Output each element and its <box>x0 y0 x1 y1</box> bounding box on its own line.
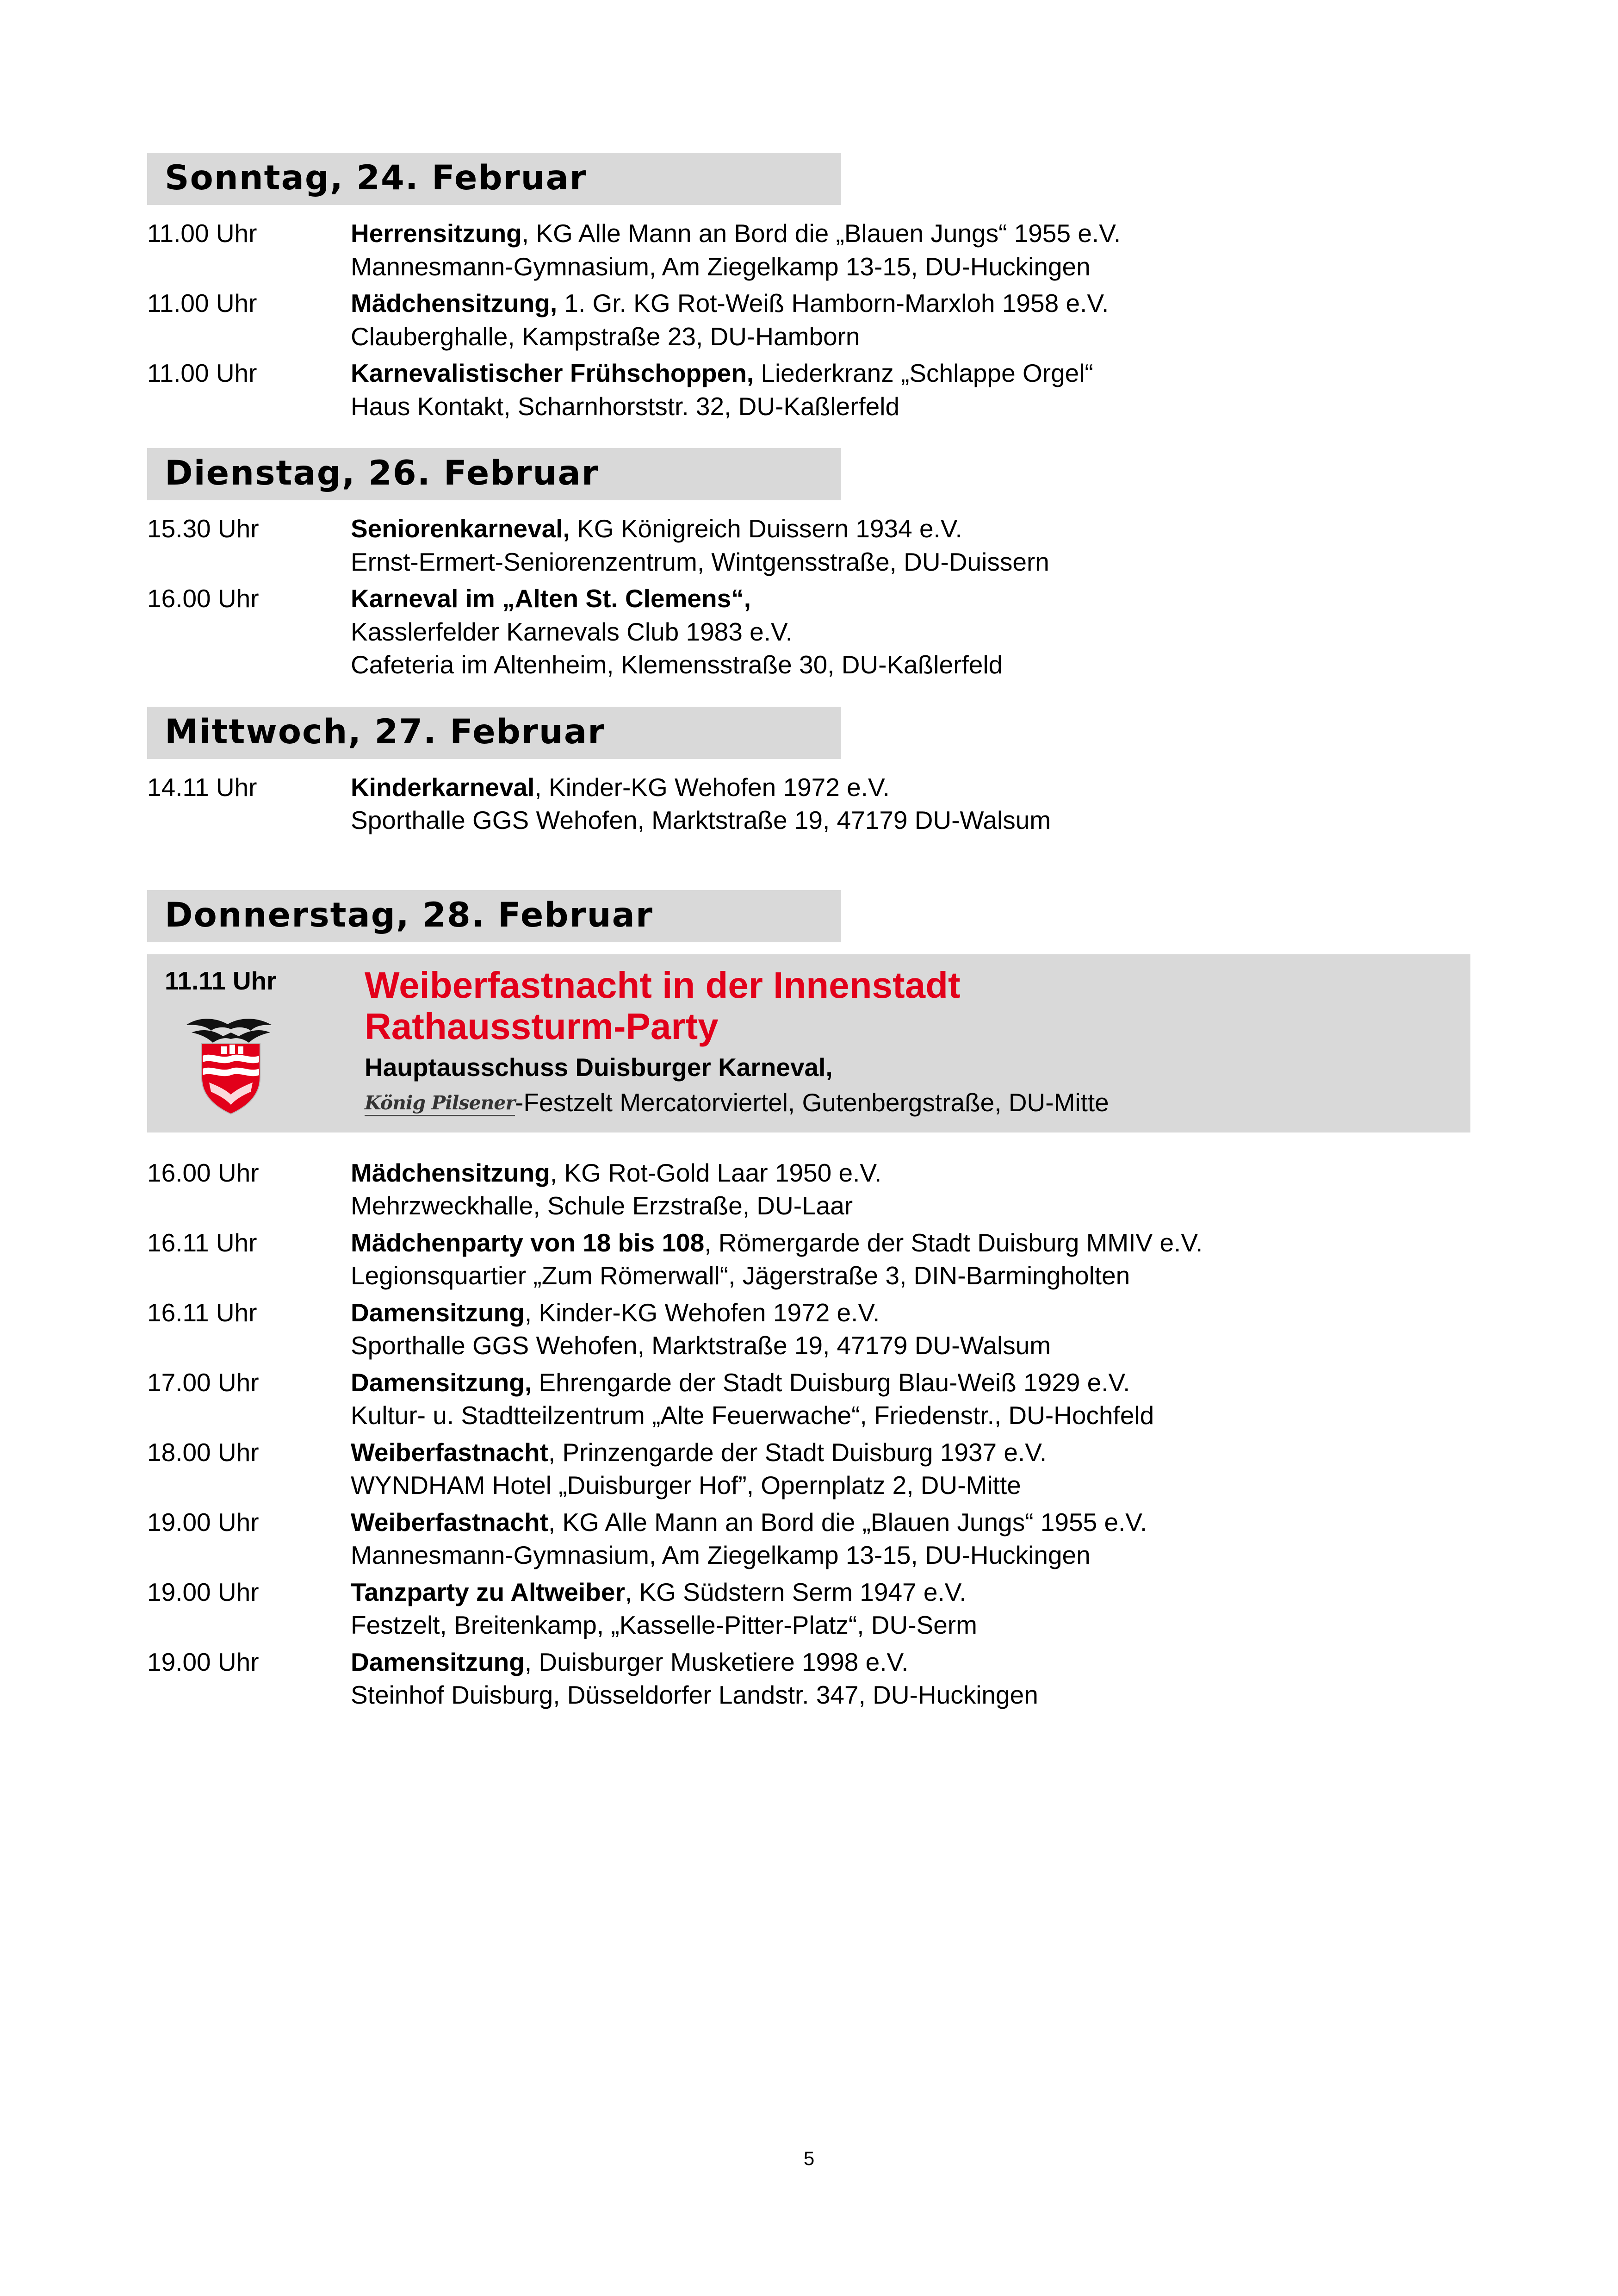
event-details <box>351 217 1470 283</box>
event-title: Mädchensitzung <box>351 1158 550 1187</box>
event-time: 11.00 Uhr <box>147 289 257 317</box>
event-title-line <box>351 512 1470 546</box>
event-time: 15.30 Uhr <box>147 514 259 543</box>
program-content <box>147 153 1470 1734</box>
day-section-sonntag <box>147 153 1470 423</box>
featured-event-venue: -Festzelt Mercatorviertel, Gutenbergstraße, DU-Mitte <box>515 1088 1109 1117</box>
event-venue: Mannesmann-Gymnasium, Am Ziegelkamp 13-15, DU-Huckingen <box>351 1541 1091 1570</box>
event-subtitle: Ehrengarde der Stadt Duisburg Blau-Weiß 1929 e.V. <box>532 1368 1130 1397</box>
event-time: 16.11 Uhr <box>147 1228 257 1257</box>
event-title-line <box>351 1157 1470 1190</box>
event-title: Karnevalistischer Frühschoppen, <box>351 359 754 387</box>
koenig-pilsener-logo: König Pilsener <box>365 1092 515 1114</box>
event-title-line <box>351 771 1470 804</box>
event-venue: Kultur- u. Stadtteilzentrum „Alte Feuerwache“, Friedenstr., DU-Hochfeld <box>351 1401 1154 1430</box>
day-section-mittwoch <box>147 707 1470 837</box>
featured-event-left <box>161 964 365 1120</box>
featured-event-title-line2: Rathaussturm-Party <box>365 1006 719 1047</box>
event-row <box>147 1366 1470 1432</box>
event-subtitle: , KG Alle Mann an Bord die „Blauen Jungs“ 1955 e.V. <box>548 1507 1147 1537</box>
event-time: 18.00 Uhr <box>147 1437 259 1467</box>
event-venue: Sporthalle GGS Wehofen, Marktstraße 19, 47179 DU-Walsum <box>351 806 1051 834</box>
event-details <box>351 1646 1470 1712</box>
event-details <box>351 1366 1470 1432</box>
event-title: Damensitzung, <box>351 1368 532 1397</box>
event-title-line <box>351 1506 1470 1539</box>
event-venue: Festzelt, Breitenkamp, „Kasselle-Pitter-Platz“, DU-Serm <box>351 1611 977 1640</box>
event-row <box>147 217 1470 283</box>
day-heading-label: Donnerstag, 28. Februar <box>165 895 653 935</box>
event-time: 19.00 Uhr <box>147 1647 259 1676</box>
event-title: Weiberfastnacht <box>351 1507 548 1537</box>
event-row <box>147 1436 1470 1502</box>
event-title: Karneval im „Alten St. Clemens“, <box>351 584 751 613</box>
event-venue: Mannesmann-Gymnasium, Am Ziegelkamp 13-15, DU-Huckingen <box>351 252 1091 281</box>
event-subtitle: , KG Rot-Gold Laar 1950 e.V. <box>550 1158 882 1187</box>
event-subtitle: , Kinder-KG Wehofen 1972 e.V. <box>534 772 890 802</box>
event-subtitle: , Römergarde der Stadt Duisburg MMIV e.V. <box>704 1228 1203 1257</box>
event-row <box>147 1296 1470 1363</box>
event-time: 16.11 Uhr <box>147 1298 257 1327</box>
event-details <box>351 1576 1470 1642</box>
event-time: 11.00 Uhr <box>147 359 257 387</box>
event-venue: WYNDHAM Hotel „Duisburger Hof”, Opernplatz 2, DU-Mitte <box>351 1471 1021 1500</box>
event-subtitle: , KG Alle Mann an Bord die „Blauen Jungs“ 1955 e.V. <box>521 219 1121 248</box>
event-details <box>351 512 1470 579</box>
event-row <box>147 1226 1470 1293</box>
event-row <box>147 771 1470 837</box>
event-details <box>351 1436 1470 1502</box>
day-heading-label: Dienstag, 26. Februar <box>165 454 599 493</box>
featured-event-title-line1: Weiberfastnacht in der Innenstadt <box>365 964 961 1006</box>
event-details <box>351 1226 1470 1293</box>
event-venue: Legionsquartier „Zum Römerwall“, Jägerstraße 3, DIN-Barmingholten <box>351 1261 1130 1290</box>
event-details <box>351 1506 1470 1572</box>
event-venue: Mehrzweckhalle, Schule Erzstraße, DU-Laar <box>351 1191 853 1220</box>
day-heading-label: Mittwoch, 27. Februar <box>165 712 606 752</box>
event-row <box>147 1506 1470 1572</box>
day-section-donnerstag <box>147 890 1470 1712</box>
featured-event-block <box>147 954 1470 1132</box>
event-subtitle: 1. Gr. KG Rot-Weiß Hamborn-Marxloh 1958 e.V. <box>557 289 1109 317</box>
event-venue: Clauberghalle, Kampstraße 23, DU-Hamborn <box>351 322 860 351</box>
event-venue: Ernst-Ermert-Seniorenzentrum, Wintgensstraße, DU-Duissern <box>351 547 1049 576</box>
event-row <box>147 287 1470 353</box>
event-row <box>147 1157 1470 1223</box>
event-venue: Haus Kontakt, Scharnhorststr. 32, DU-Kaßlerfeld <box>351 392 900 421</box>
day-heading-bar <box>147 448 841 500</box>
event-title: Mädchenparty von 18 bis 108 <box>351 1228 705 1257</box>
event-organizer: Kasslerfelder Karnevals Club 1983 e.V. <box>351 617 793 646</box>
event-row <box>147 1576 1470 1642</box>
event-venue: Cafeteria im Altenheim, Klemensstraße 30, DU-Kaßlerfeld <box>351 650 1003 679</box>
duisburg-coat-of-arms-icon <box>181 1004 281 1117</box>
event-title-line <box>351 1436 1470 1469</box>
page-number: 5 <box>803 2147 815 2169</box>
event-subtitle: Liederkranz „Schlappe Orgel“ <box>754 359 1093 387</box>
event-time: 19.00 Uhr <box>147 1577 259 1606</box>
event-time: 19.00 Uhr <box>147 1507 259 1537</box>
event-title-line <box>351 1646 1470 1679</box>
featured-event-organizer: Hauptausschuss Duisburger Karneval, <box>365 1052 833 1082</box>
event-title-line <box>351 1226 1470 1260</box>
event-subtitle: , Prinzengarde der Stadt Duisburg 1937 e.V. <box>548 1437 1047 1467</box>
event-details <box>351 357 1470 423</box>
event-title: Weiberfastnacht <box>351 1437 548 1467</box>
event-subtitle: KG Königreich Duissern 1934 e.V. <box>570 514 962 543</box>
event-title-line <box>351 217 1470 250</box>
featured-event-venue-line <box>365 1086 1457 1120</box>
day-heading-label: Sonntag, 24. Februar <box>165 158 587 198</box>
event-time: 17.00 Uhr <box>147 1368 259 1397</box>
day-heading-bar <box>147 153 841 205</box>
event-title: Tanzparty zu Altweiber <box>351 1577 625 1606</box>
event-title: Seniorenkarneval, <box>351 514 570 543</box>
event-row <box>147 1646 1470 1712</box>
event-details <box>351 1296 1470 1363</box>
event-subtitle: , Duisburger Musketiere 1998 e.V. <box>524 1647 909 1676</box>
event-title: Herrensitzung <box>351 219 522 248</box>
event-title: Kinderkarneval <box>351 772 535 802</box>
event-time: 11.00 Uhr <box>147 219 257 248</box>
event-title: Damensitzung <box>351 1298 525 1327</box>
event-time: 16.00 Uhr <box>147 584 259 613</box>
event-title-line <box>351 1576 1470 1609</box>
event-title-line <box>351 1366 1470 1400</box>
event-venue: Steinhof Duisburg, Düsseldorfer Landstr. 347, DU-Huckingen <box>351 1680 1038 1710</box>
event-title: Mädchensitzung, <box>351 289 558 317</box>
event-row <box>147 582 1470 682</box>
event-time: 14.11 Uhr <box>147 772 257 802</box>
event-title-line <box>351 287 1470 320</box>
event-details <box>351 1157 1470 1223</box>
event-title: Damensitzung <box>351 1647 525 1676</box>
event-title-line <box>351 357 1470 390</box>
day-section-dienstag <box>147 448 1470 682</box>
spacer <box>147 862 1470 890</box>
event-subtitle: , Kinder-KG Wehofen 1972 e.V. <box>524 1298 880 1327</box>
event-details <box>351 287 1470 353</box>
event-row <box>147 357 1470 423</box>
day-heading-bar <box>147 890 841 942</box>
featured-event-time: 11.11 Uhr <box>165 966 277 995</box>
event-title-line <box>351 582 1470 616</box>
event-venue: Sporthalle GGS Wehofen, Marktstraße 19, 47179 DU-Walsum <box>351 1331 1051 1360</box>
featured-event-right <box>365 964 1457 1120</box>
event-title-line <box>351 1296 1470 1330</box>
event-details <box>351 771 1470 837</box>
day-heading-bar <box>147 707 841 759</box>
event-row <box>147 512 1470 579</box>
event-details <box>351 582 1470 682</box>
event-subtitle: , KG Südstern Serm 1947 e.V. <box>625 1577 967 1606</box>
event-time: 16.00 Uhr <box>147 1158 259 1187</box>
